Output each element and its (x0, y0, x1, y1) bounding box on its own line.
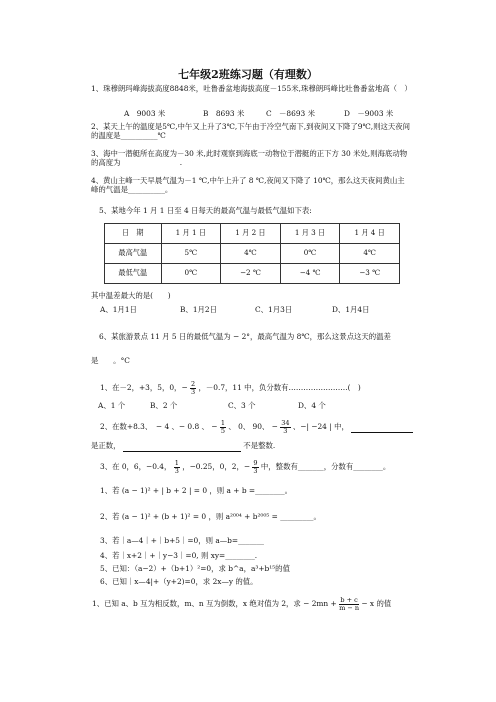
final-question-text-b: − x 的值 (361, 599, 392, 608)
part2-q2-text-c: 、−| −24 | 中， (292, 422, 349, 431)
part2-q1-option-a: A、1 个 (98, 401, 126, 410)
part3-q5: 5、已知：（a−2）+（b+1）²=0，求 b^a，a³+b¹⁵的值 (100, 564, 290, 573)
question-6-cont: 是 。°C (91, 356, 130, 365)
table-cell: 4℃ (221, 244, 281, 264)
final-question (92, 597, 412, 611)
question-2-text: 2、某天上午的温度是5℃,中午又上升了3℃,下午由于冷空气南下,到夜间又下降了9℃,则这天夜间的温度是__________℃ (91, 122, 411, 140)
table-cell: 1 月 4 日 (340, 224, 400, 244)
q1-option-a: A 9003 米 (124, 109, 166, 118)
table-cell: 5℃ (161, 244, 221, 264)
table-cell: 最低气温 (105, 264, 162, 284)
table-cell: 1 月 3 日 (280, 224, 340, 244)
q5-option-c: C、1月3日 (255, 305, 293, 314)
table-cell: 1 月 1 日 (161, 224, 221, 244)
question-1-text: 1、珠穆朗玛峰海拔高度8848米，吐鲁番盆地海拔高度－155米,珠穆朗玛峰比吐鲁番盆地高（ ） (91, 84, 412, 93)
part3-q4: 4、若｜x+2｜+｜y−3｜=0, 则 xy=________. (100, 551, 258, 560)
part2-q3 (100, 460, 420, 474)
part2-q2-text-b: 、 0、 90、 − (228, 422, 278, 431)
q5-option-d: D、1月4日 (332, 305, 370, 314)
part2-q2-cont (91, 442, 411, 452)
question-5-text: 5、某地今年 1 月 1 日至 4 日每天的最高气温与最低气温如下表: (99, 206, 312, 215)
part2-q2-text-e: 不是整数. (243, 441, 276, 450)
table-cell: 1 月 2 日 (221, 224, 281, 244)
table-row (105, 244, 400, 264)
q5-option-a: A、1月1日 (100, 305, 137, 314)
part3-q3: 3、若｜a—4｜+｜b+5｜=0，则 a—b=_______ (100, 536, 264, 545)
fraction: $\frac{1}{3}$ (174, 459, 179, 475)
page-title: 七年级2班练习题（有理数） (178, 68, 318, 81)
final-question-text-a: 1、已知 a、b 互为相反数，m、n 互为倒数，x 绝对值为 2，求 − 2mn + (92, 599, 337, 608)
q1-option-d: D －9003 米 (344, 109, 394, 118)
part3-q2: 2、若 (a − 1)² + (b + 1)² = 0 ，则 a²⁰⁰⁴ + b²⁰⁰⁵ = _________。 (100, 512, 321, 521)
question-4-text: 4、黄山主峰一天早晨气温为－1 ℃,中午上升了 8 ℃,夜间又下降了 10℃，那么这天夜间黄山主峰的气温是__________。 (91, 176, 405, 194)
part2-q1-option-c: C、3 个 (228, 401, 256, 410)
fraction: $\frac{2}{3}$ (191, 380, 196, 396)
part2-q1 (100, 381, 420, 395)
temperature-table (104, 223, 400, 284)
part3-q1: 1、若 (a − 1)² + | b + 2 | = 0 ，则 a + b =________。 (100, 486, 293, 495)
part2-q2 (100, 420, 420, 434)
table-cell: 0℃ (280, 244, 340, 264)
part3-q6: 6、已知｜x—4|+（y+2)=0，求 2x—y 的值。 (100, 577, 258, 586)
part2-q1-text-a: 1、在－2，+3，5，0，− (100, 383, 188, 392)
table-cell: 最高气温 (105, 244, 162, 264)
table-cell: 日 期 (105, 224, 162, 244)
part2-q1-text-b: ，－0.7，11 中，负分数有……………………( ) (198, 383, 361, 392)
fraction: $\frac{34}{3}$ (281, 419, 290, 435)
part2-q3-text-b: ，−0.25，0，2，− (182, 462, 251, 471)
question-5-prompt: 其中温差最大的是( ) (91, 291, 171, 300)
answer-blank (351, 423, 413, 433)
fraction: $\frac{1}{5}$ (220, 419, 225, 435)
answer-blank (123, 442, 241, 452)
table-cell: 0℃ (161, 264, 221, 284)
part2-q2-text-d: 是正数， (91, 441, 121, 450)
part2-q2-text-a: 2、在数+8.3、 − 4 、− 0.8 、 − (100, 422, 218, 431)
question-3-text: 3、海中一潜艇所在高度为－30 米,此时观察到海底一动物位于潜艇的正下方 30 米处,则海底动物的高度为 . (91, 149, 408, 167)
fraction: $\frac{b + c}{m - n}$ (339, 596, 360, 612)
part2-q3-text-c: 中，整数有_______，分数有________。 (260, 462, 391, 471)
part2-q3-text-a: 3、在 0，6，−0.4， (100, 462, 172, 471)
table-cell: −3 ℃ (340, 264, 400, 284)
fraction: $\frac{9}{3}$ (253, 459, 258, 475)
table-cell: 4℃ (340, 244, 400, 264)
table-header-row (105, 224, 400, 244)
table-cell: −2 ℃ (221, 264, 281, 284)
part2-q1-option-b: B、2 个 (150, 401, 178, 410)
table-cell: −4 ℃ (280, 264, 340, 284)
q5-option-b: B、1月2日 (180, 305, 218, 314)
q1-option-c: C －8693 米 (266, 109, 315, 118)
part2-q1-option-d: D、4 个 (298, 401, 326, 410)
question-6-text: 6、某旅游景点 11 月 5 日的最低气温为 − 2°，最高气温为 8℃，那么这景点这天的温差 (99, 332, 391, 341)
table-row (105, 264, 400, 284)
q1-option-b: B 8693 米 (203, 109, 245, 118)
